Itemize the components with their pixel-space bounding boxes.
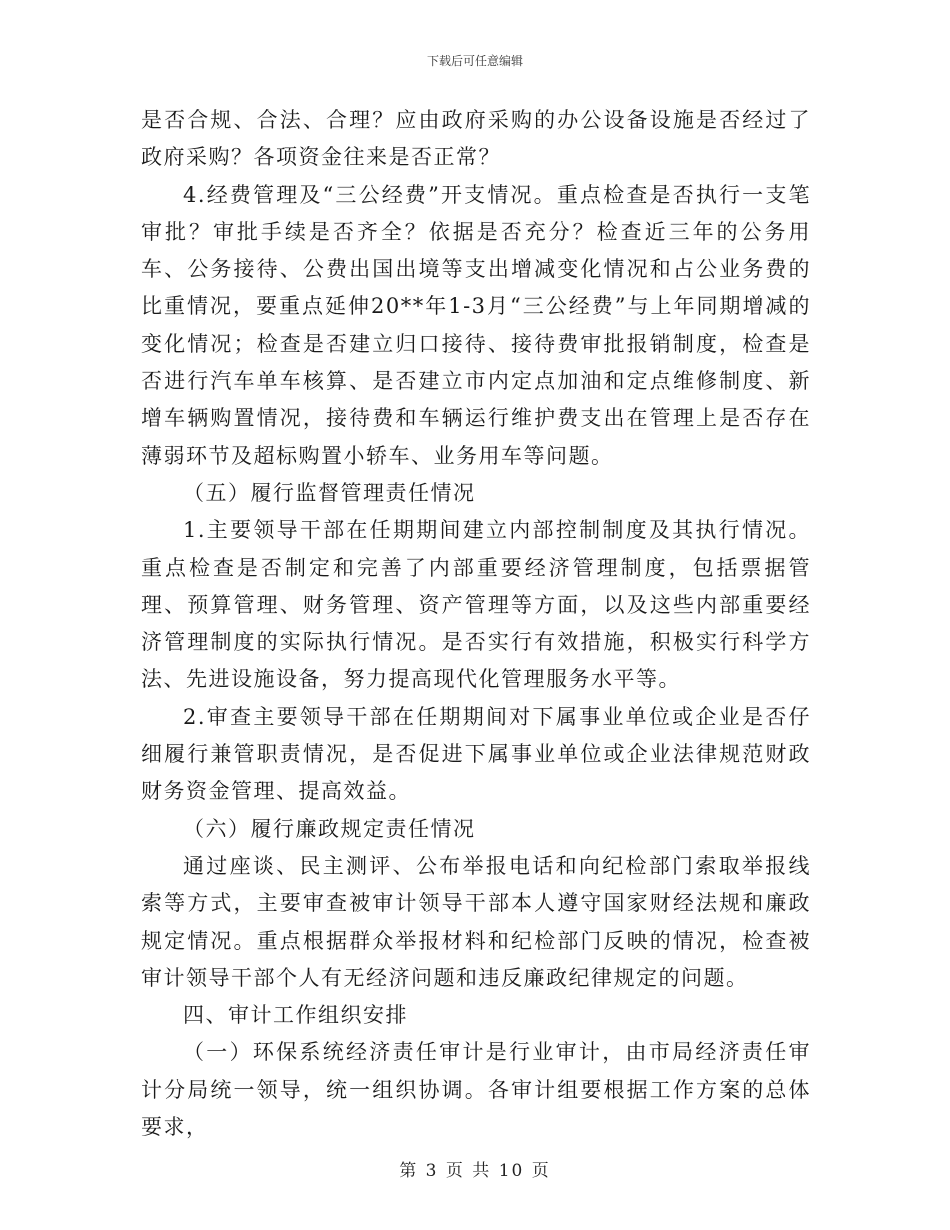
page-footer: 第 3 页 共 10 页: [399, 1161, 551, 1181]
section-heading-5: （五）履行监督管理责任情况: [183, 480, 476, 505]
paragraph-5: 通过座谈、民主测评、公布举报电话和向纪检部门索取举报线索等方式，主要审查被审计领导干部本人遵守国家财经法规和廉政规定情况。重点根据群众举报材料和纪检部门反映的情况，检查被审计领导干部个人有无经济问题和违反廉政纪律规定的问题。: [141, 853, 811, 990]
paragraph-2: 4.经费管理及“三公经费”开支情况。重点检查是否执行一支笔审批？审批手续是否齐全？依据是否充分？检查近三年的公务用车、公务接待、公费出国出境等支出增减变化情况和占公业务费的比重情况，要重点延伸20**年1-3月“三公经费”与上年同期增减的变化情况；检查是否建立归口接待、接待费审批报销制度，检查是否进行汽车单车核算、是否建立市内定点加油和定点维修制度、新增车辆购置情况，接待费和车辆运行维护费支出在管理上是否存在薄弱环节及超标购置小轿车、业务用车等问题。: [141, 182, 811, 468]
section-heading-6: （六）履行廉政规定责任情况: [183, 816, 476, 841]
document-body: [141, 102, 811, 1146]
paragraph-6: （一）环保系统经济责任审计是行业审计，由市局经济责任审计分局统一领导，统一组织协调。各审计组要根据工作方案的总体要求，: [141, 1040, 811, 1140]
section-heading-4: 四、审计工作组织安排: [183, 1003, 408, 1028]
paragraph-3: 1.主要领导干部在任期期间建立内部控制制度及其执行情况。重点检查是否制定和完善了内部重要经济管理制度，包括票据管理、预算管理、财务管理、资产管理等方面，以及这些内部重要经济管理制度的实际执行情况。是否实行有效措施，积极实行科学方法、先进设施设备，努力提高现代化管理服务水平等。: [141, 518, 811, 692]
page-header: 下载后可任意编辑: [426, 54, 523, 68]
paragraph-1: 是否合规、合法、合理？应由政府采购的办公设备设施是否经过了政府采购？各项资金往来是否正常？: [141, 108, 811, 170]
paragraph-4: 2.审查主要领导干部在任期期间对下属事业单位或企业是否仔细履行兼管职责情况，是否促进下属事业单位或企业法律规范财政财务资金管理、提高效益。: [141, 704, 811, 804]
